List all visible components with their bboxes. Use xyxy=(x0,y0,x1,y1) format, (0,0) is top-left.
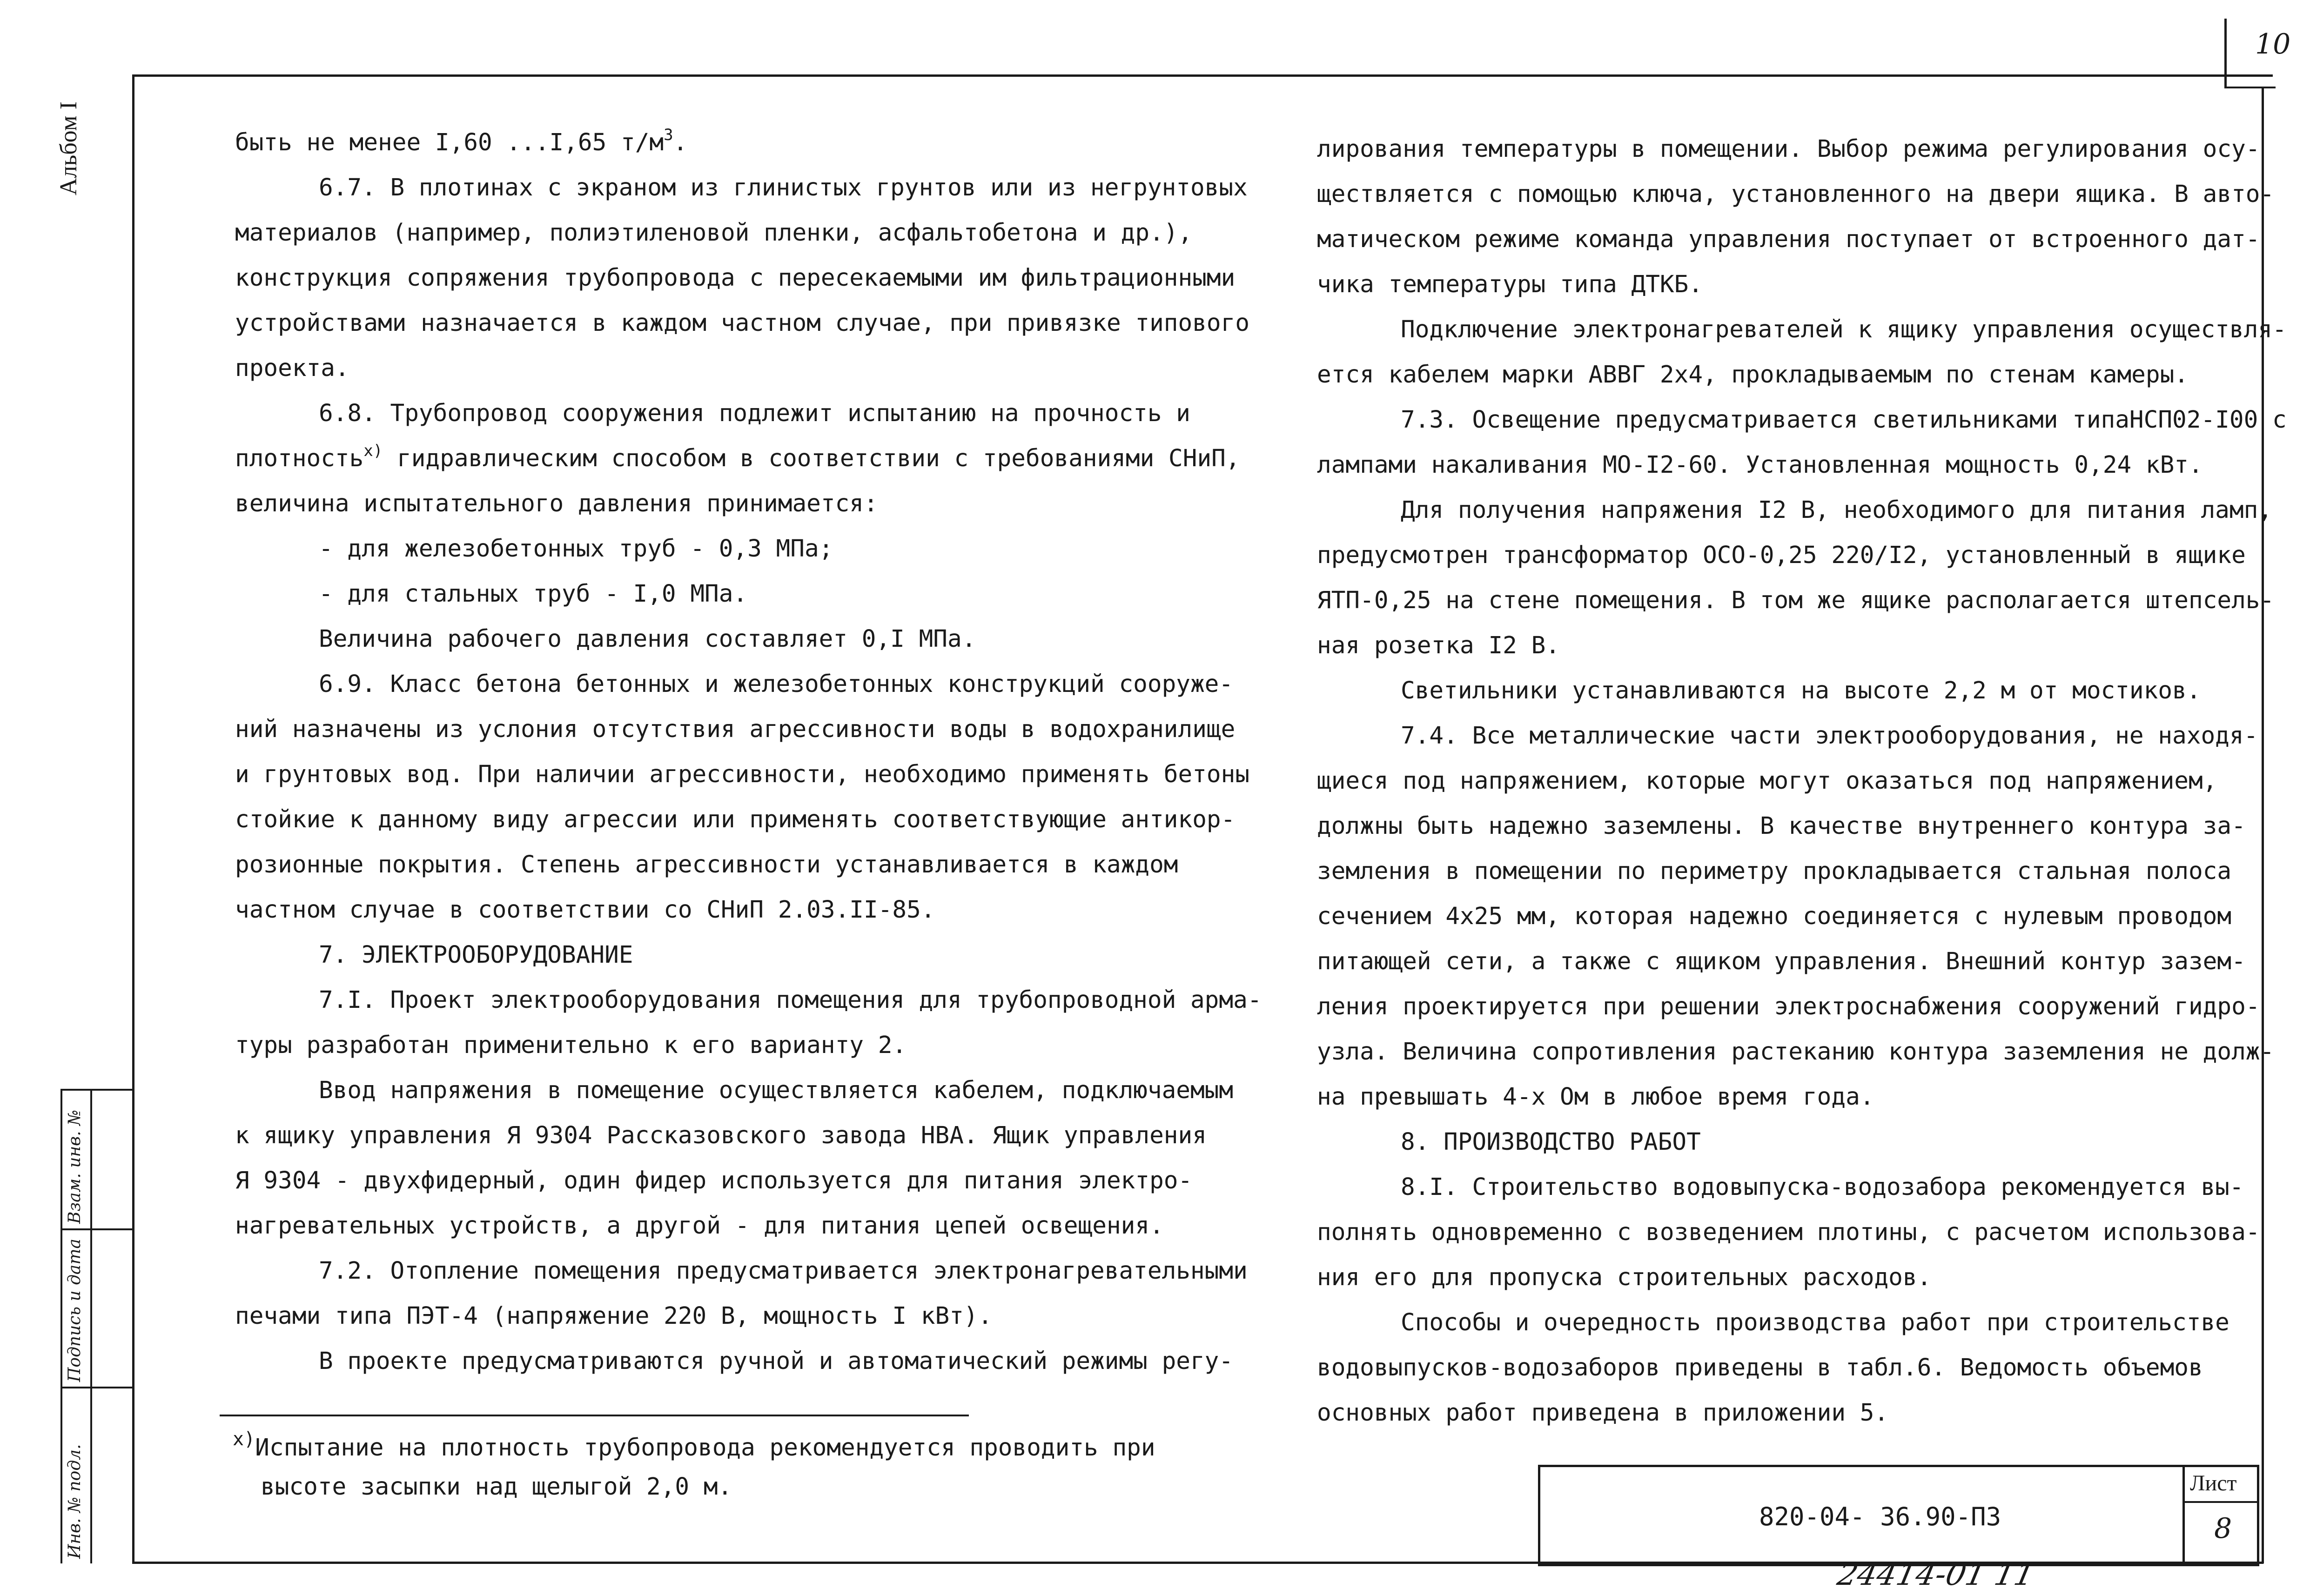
stamp-top xyxy=(60,1089,132,1091)
stamp-divider-2 xyxy=(60,1387,132,1388)
right-column-line xyxy=(1317,352,2287,397)
left-column-line-text: ний назначены из услония отсутствия агрессивности воды в водохранилище xyxy=(235,716,1236,743)
title-block-divider xyxy=(2182,1465,2185,1562)
left-column-line xyxy=(235,526,1262,571)
left-column-line xyxy=(235,1203,1262,1248)
right-column-line-text: 8.I. Строительство водовыпуска-водозабора рекомендуется вы- xyxy=(1401,1174,2244,1201)
right-column-line-text: Подключение электронагревателей к ящику управления осуществля- xyxy=(1401,316,2287,343)
left-column-line-text: к ящику управления Я 9304 Рассказовского завода НВА. Ящик управления xyxy=(235,1122,1207,1149)
right-column-line-text: узла. Величина сопротивления растеканию контура заземления не долж- xyxy=(1317,1038,2275,1066)
left-column-line-text: плотность xyxy=(235,445,364,472)
right-column-line-text: ния его для пропуска строительных расходов. xyxy=(1317,1264,1932,1291)
right-column-line-text: должны быть надежно заземлены. В качестве внутреннего контура за- xyxy=(1317,812,2246,840)
left-column-line xyxy=(235,842,1262,887)
left-column-line-text: 6.8. Трубопровод сооружения подлежит испытанию на прочность и xyxy=(319,400,1190,427)
frame-top-line xyxy=(132,74,2273,77)
right-column-line-text: 7.4. Все металлические части электрооборудования, не находя- xyxy=(1401,722,2258,750)
stamp-signature-label: Подпись и дата xyxy=(65,1239,84,1382)
margin-stamp xyxy=(60,1089,125,1563)
left-column-line xyxy=(235,887,1262,932)
album-label: Альбом I xyxy=(55,101,82,195)
corner-tick xyxy=(2224,19,2227,88)
right-column-line-text: матическом режиме команда управления поступает от встроенного дат- xyxy=(1317,226,2260,253)
left-column-line xyxy=(235,481,1262,526)
right-column-line xyxy=(1317,713,2287,758)
right-column-line-text: лампами накаливания МО-I2-60. Установленная мощность 0,24 кВт. xyxy=(1317,451,2203,479)
left-column-line xyxy=(235,662,1262,707)
right-column-line xyxy=(1317,307,2287,352)
right-column-line xyxy=(1317,1255,2287,1300)
sheet-label: Лист xyxy=(2190,1471,2237,1495)
left-column-line xyxy=(235,1248,1262,1294)
stamp-replace-label: Взам. инв. № xyxy=(65,1109,84,1224)
right-column-line-text: земления в помещении по периметру прокладывается стальная полоса xyxy=(1317,858,2232,885)
right-column-line-text: 7.3. Освещение предусматривается светильниками типаНСП02-I00 с xyxy=(1401,406,2287,434)
left-column-line xyxy=(235,1023,1262,1068)
left-column-line-text: Величина рабочего давления составляет 0,I МПа. xyxy=(319,625,976,653)
left-column-line xyxy=(235,1294,1262,1339)
left-column-line xyxy=(235,301,1262,346)
footnote-rule xyxy=(220,1415,969,1416)
left-column-line-text: и грунтовых вод. При наличии агрессивности, необходимо применять бетоны xyxy=(235,761,1250,788)
left-column-line xyxy=(235,346,1262,391)
right-column-line-text: чика температуры типа ДТКБ. xyxy=(1317,271,1703,298)
left-column-line-text: 7. ЭЛЕКТРООБОРУДОВАНИЕ xyxy=(319,941,633,969)
left-column-line xyxy=(235,1158,1262,1203)
left-column-line-text: нагревательных устройств, а другой - для питания цепей освещения. xyxy=(235,1212,1164,1240)
frame-left-line xyxy=(132,74,134,1563)
left-column-line-text: печами типа ПЭТ-4 (напряжение 220 В, мощность I кВт). xyxy=(235,1302,993,1330)
right-column-line-text: водовыпусков-водозаборов приведены в табл.6. Ведомость объемов xyxy=(1317,1354,2203,1381)
stamp-divider-1 xyxy=(60,1228,132,1230)
right-column-line-text: Светильники устанавливаются на высоте 2,2 м от мостиков. xyxy=(1401,677,2201,704)
right-column-line xyxy=(1317,623,2287,668)
left-column-line xyxy=(235,932,1262,978)
left-column-line xyxy=(235,1339,1262,1384)
right-column-line xyxy=(1317,262,2287,307)
right-column-line-text: сечением 4х25 мм, которая надежно соединяется с нулевым проводом xyxy=(1317,903,2232,930)
left-column-line xyxy=(235,1113,1262,1158)
right-column-line xyxy=(1317,1345,2287,1390)
stamp-inner-line xyxy=(90,1089,92,1563)
left-column-line-text: 7.I. Проект электрооборудования помещения для трубопроводной арма- xyxy=(319,986,1262,1014)
left-column-line xyxy=(235,255,1262,301)
right-column-line-text: Способы и очередность производства работ при строительстве xyxy=(1401,1309,2229,1336)
right-column-line-text: ществляется с помощью ключа, установленного на двери ящика. В авто- xyxy=(1317,181,2275,208)
stamp-inventory-label: Инв. № подл. xyxy=(65,1444,84,1559)
left-column-line-text: 6.9. Класс бетона бетонных и железобетонных конструкций сооруже- xyxy=(319,671,1234,698)
right-column-line-text: лирования температуры в помещении. Выбор режима регулирования осу- xyxy=(1317,135,2260,163)
right-column-line-text: питающей сети, а также с ящиком управления. Внешний контур зазем- xyxy=(1317,948,2246,975)
right-column-line xyxy=(1317,443,2287,488)
left-column-line xyxy=(235,391,1262,436)
left-column-line xyxy=(235,978,1262,1023)
right-column-line xyxy=(1317,1390,2287,1435)
right-column-line xyxy=(1317,578,2287,623)
right-column-line xyxy=(1317,1210,2287,1255)
stamp-outer-left xyxy=(60,1089,62,1563)
right-column-line xyxy=(1317,668,2287,713)
right-column-line xyxy=(1317,1029,2287,1074)
left-column-line-text: В проекте предусматриваются ручной и автоматический режимы регу- xyxy=(319,1348,1234,1375)
left-column-line xyxy=(235,165,1262,210)
right-column-line xyxy=(1317,939,2287,984)
right-column-line-text: ется кабелем марки АВВГ 2х4, прокладываемым по стенам камеры. xyxy=(1317,361,2189,389)
left-column-line-text: 7.2. Отопление помещения предусматривается электронагревательными xyxy=(319,1257,1248,1285)
right-column-line-text: основных работ приведена в приложении 5. xyxy=(1317,1399,1889,1427)
sheet-number: 8 xyxy=(2214,1512,2232,1545)
right-column-line-text: ная розетка I2 В. xyxy=(1317,632,1560,659)
left-column xyxy=(235,120,1262,1384)
left-column-line-text: величина испытательного давления принимается: xyxy=(235,490,878,517)
left-column-line-text: материалов (например, полиэтиленовой пленки, асфальтобетона и др.), xyxy=(235,219,1193,247)
left-column-line-text: конструкция сопряжения трубопровода с пересекаемыми им фильтрационными xyxy=(235,264,1236,292)
left-column-line-text: - для железобетонных труб - 0,3 МПа; xyxy=(319,535,833,563)
footnote-mark: x) xyxy=(233,1428,255,1450)
right-column-line-text: на превышать 4-х Ом в любое время года. xyxy=(1317,1083,1874,1111)
right-column-line-text: щиеся под напряжением, которые могут оказаться под напряжением, xyxy=(1317,767,2217,795)
left-column-line xyxy=(235,210,1262,255)
page-corner-number: 10 xyxy=(2255,28,2291,60)
left-column-line-continuation: гидравлическим способом в соответствии с требованиями СНиП, xyxy=(383,445,1240,472)
right-column-line xyxy=(1317,984,2287,1029)
right-column-line xyxy=(1317,172,2287,217)
right-column-line xyxy=(1317,804,2287,849)
left-column-line-continuation: . xyxy=(673,129,688,156)
right-column-line xyxy=(1317,488,2287,533)
left-column-line-text: проекта. xyxy=(235,355,349,382)
corner-tick-base xyxy=(2224,87,2276,88)
right-column-line xyxy=(1317,397,2287,443)
right-column-line xyxy=(1317,894,2287,939)
left-column-line-text: стойкие к данному виду агрессии или применять соответствующие антикор- xyxy=(235,806,1236,833)
left-column-superscript: x) xyxy=(363,442,383,460)
left-column-line xyxy=(235,797,1262,842)
left-column-line xyxy=(235,707,1262,752)
left-column-superscript: 3 xyxy=(664,126,673,144)
right-column-line xyxy=(1317,533,2287,578)
right-column-line-text: ления проектируется при решении электроснабжения сооружений гидро- xyxy=(1317,993,2260,1020)
title-block-sheet-rule xyxy=(2182,1501,2257,1503)
right-column-line xyxy=(1317,1165,2287,1210)
left-column-line-text: туры разработан применительно к его варианту 2. xyxy=(235,1032,907,1059)
document-code: 820-04- 36.90-ПЗ xyxy=(1759,1502,2001,1531)
right-column-line-text: 8. ПРОИЗВОДСТВО РАБОТ xyxy=(1401,1128,1701,1156)
footnote xyxy=(233,1428,1155,1507)
right-column-line xyxy=(1317,1300,2287,1345)
left-column-line-text: розионные покрытия. Степень агрессивности устанавливается в каждом xyxy=(235,851,1178,878)
left-column-line xyxy=(235,752,1262,797)
left-column-line-text: устройствами назначается в каждом частном случае, при привязке типового xyxy=(235,309,1250,337)
left-column-line-text: быть не менее I,60 ...I,65 т/м xyxy=(235,129,664,156)
right-column-line xyxy=(1317,1074,2287,1120)
right-column-line xyxy=(1317,1120,2287,1165)
right-column-line xyxy=(1317,758,2287,804)
left-column-line-text: Ввод напряжения в помещение осуществляется кабелем, подключаемым xyxy=(319,1077,1234,1104)
right-column-line xyxy=(1317,849,2287,894)
left-column-line xyxy=(235,617,1262,662)
right-column-line-text: предусмотрен трансформатор ОСО-0,25 220/I2, установленный в ящике xyxy=(1317,542,2246,569)
right-column-line-text: полнять одновременно с возведением плотины, с расчетом использова- xyxy=(1317,1219,2260,1246)
right-column-line-text: Для получения напряжения I2 В, необходимого для питания ламп, xyxy=(1401,496,2272,524)
left-column-line-text: 6.7. В плотинах с экраном из глинистых грунтов или из негрунтовых xyxy=(319,174,1248,201)
handwritten-inventory-number: 24414-01 11 xyxy=(1834,1556,2038,1592)
left-column-line xyxy=(235,120,1262,165)
left-column-line xyxy=(235,436,1262,481)
left-column-line-text: - для стальных труб - I,0 МПа. xyxy=(319,580,748,608)
right-column-line-text: ЯТП-0,25 на стене помещения. В том же ящике располагается штепсель- xyxy=(1317,587,2275,614)
left-column-line xyxy=(235,571,1262,617)
left-column-line-text: Я 9304 - двухфидерный, один фидер используется для питания электро- xyxy=(235,1167,1193,1194)
left-column-line-text: частном случае в соответствии со СНиП 2.03.II-85. xyxy=(235,896,935,924)
right-column-line xyxy=(1317,127,2287,172)
right-column-line xyxy=(1317,217,2287,262)
footnote-line-2: высоте засыпки над щелыгой 2,0 м. xyxy=(261,1473,732,1501)
right-column xyxy=(1317,127,2287,1435)
footnote-line-1: Испытание на плотность трубопровода рекомендуется проводить при xyxy=(255,1434,1155,1462)
left-column-line xyxy=(235,1068,1262,1113)
